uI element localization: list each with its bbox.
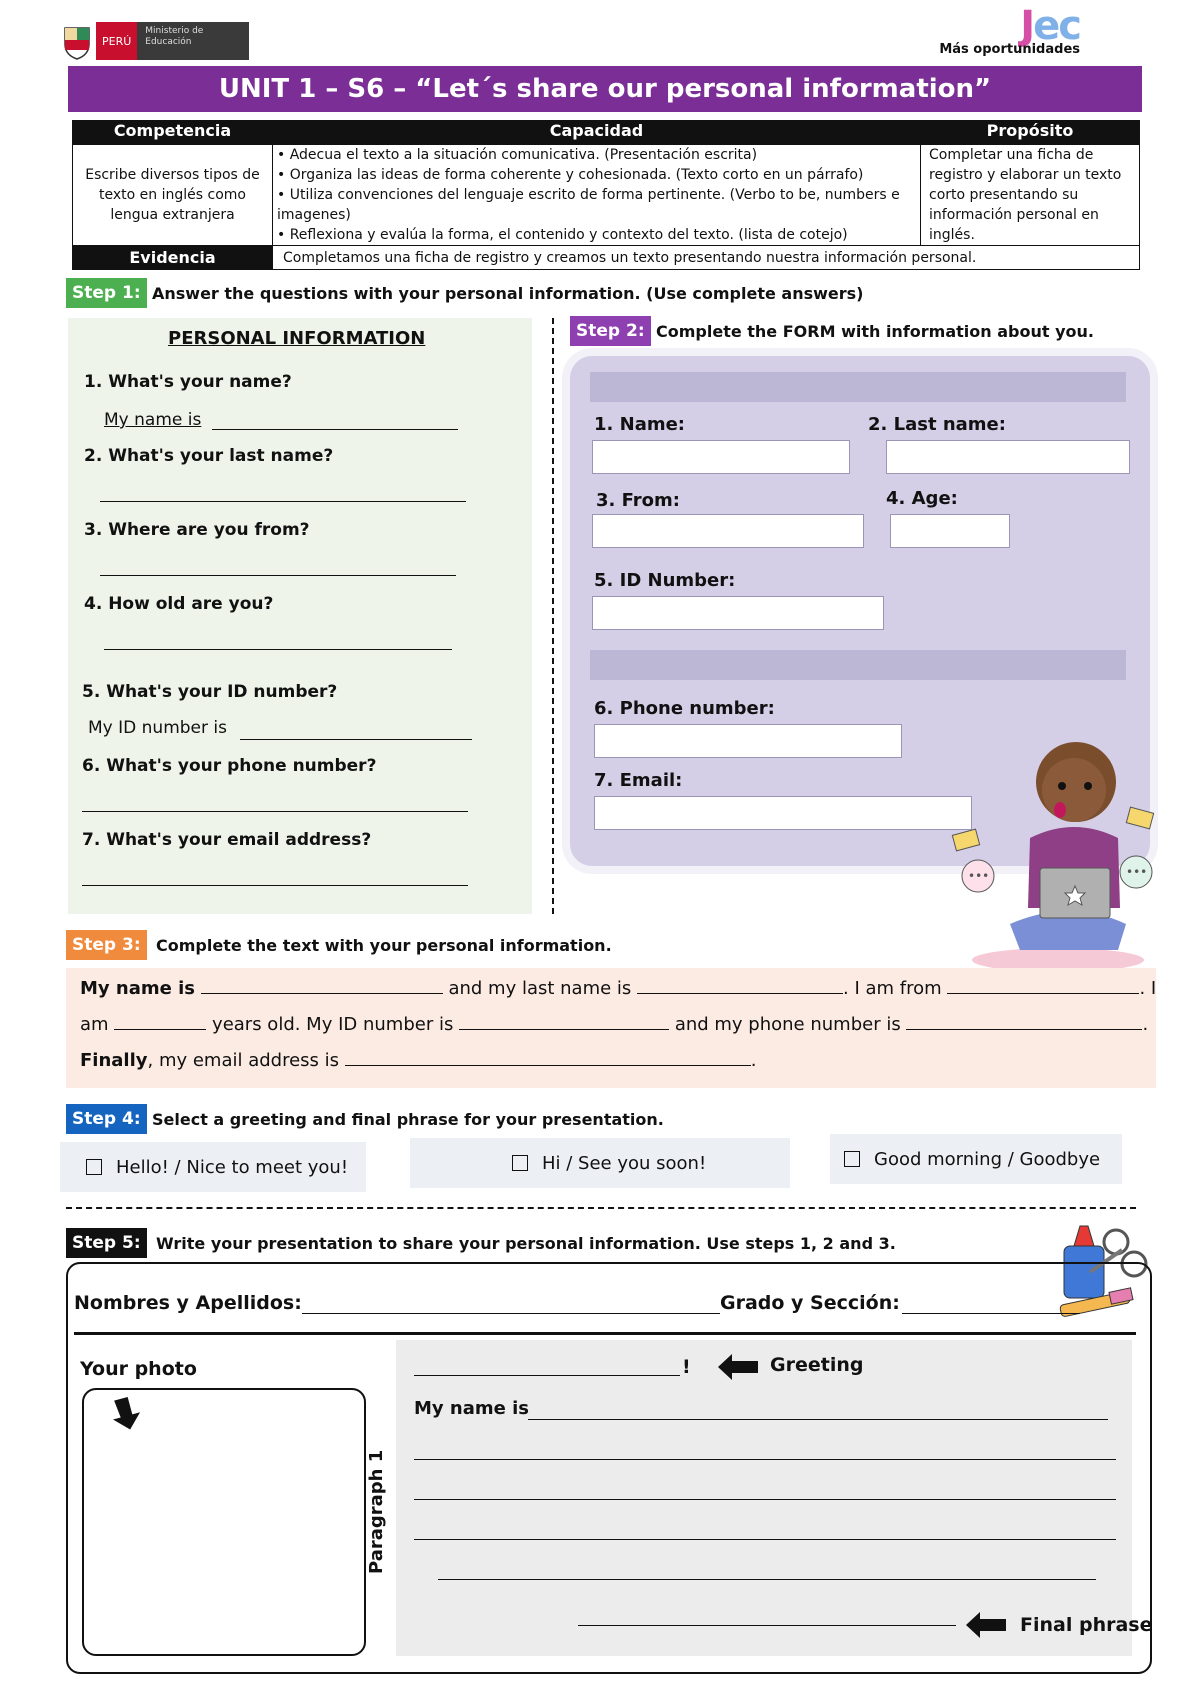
form-section-bar	[590, 650, 1126, 680]
greeting-option-2[interactable]	[410, 1138, 790, 1188]
paragraph-label: Paragraph 1	[366, 1449, 387, 1574]
step2-label: Step 2:	[570, 316, 651, 346]
input-age[interactable]	[890, 514, 1010, 548]
label-name: 1. Name:	[594, 414, 686, 435]
capacidad-item: • Utiliza convenciones del lenguaje escrito de forma pertinente. (Verbo to be, numbers e imagenes)	[277, 187, 900, 223]
question-name: 1. What's your name?	[84, 372, 292, 392]
prompt-name: My name is	[104, 410, 202, 430]
writing-line[interactable]	[414, 1498, 1116, 1500]
answer-line-email[interactable]	[82, 884, 468, 886]
child-laptop-illustration	[950, 728, 1160, 978]
blank-phone[interactable]	[906, 1014, 1142, 1030]
text-segment: . I	[1139, 978, 1157, 999]
writing-line[interactable]	[414, 1538, 1116, 1540]
question-email: 7. What's your email address?	[82, 830, 372, 850]
input-id-number[interactable]	[592, 596, 884, 630]
checkbox[interactable]	[844, 1151, 860, 1167]
section-divider	[552, 318, 554, 914]
label-last-name: 2. Last name:	[868, 414, 1006, 435]
peru-shield-icon	[62, 22, 92, 60]
step4-instruction: Select a greeting and final phrase for your presentation.	[152, 1110, 664, 1129]
option-label: Hi / See you soon!	[542, 1152, 707, 1174]
proposito-cell: Completar una ficha de registro y elaborar un texto corto presentando su información personal en inglés.	[921, 145, 1140, 246]
answer-line-name[interactable]	[212, 428, 458, 430]
option-label: Good morning / Goodbye	[874, 1148, 1101, 1170]
greeting-option-1[interactable]	[60, 1142, 366, 1192]
names-label: Nombres y Apellidos:	[74, 1292, 302, 1314]
exclamation: !	[682, 1356, 691, 1378]
form-header-bar	[590, 372, 1126, 402]
competency-table	[72, 120, 1140, 270]
jec-logo	[939, 3, 1080, 57]
question-from: 3. Where are you from?	[84, 520, 310, 540]
personal-info-title: PERSONAL INFORMATION	[168, 328, 426, 349]
writing-line[interactable]	[438, 1578, 1096, 1580]
text-segment: , my email address is	[147, 1050, 340, 1071]
text-segment: years old. My ID number is	[212, 1014, 454, 1035]
text-segment: Finally	[80, 1050, 148, 1071]
arrow-left-icon	[718, 1354, 758, 1380]
jec-brand: Jec	[1020, 3, 1080, 49]
blank-name[interactable]	[201, 978, 443, 994]
competencia-cell: Escribe diversos tipos de texto en inglés como lengua extranjera	[73, 145, 273, 246]
label-email: 7. Email:	[594, 770, 683, 791]
text-segment: am	[80, 1014, 109, 1035]
question-last-name: 2. What's your last name?	[84, 446, 334, 466]
text-segment: My name is	[80, 978, 195, 999]
question-id: 5. What's your ID number?	[82, 682, 338, 702]
blank-from[interactable]	[947, 978, 1139, 994]
header-competencia: Competencia	[73, 121, 273, 145]
step5-label: Step 5:	[66, 1228, 147, 1258]
step3-line-3	[80, 1050, 757, 1071]
step3-instruction: Complete the text with your personal information.	[156, 936, 612, 955]
checkbox[interactable]	[512, 1155, 528, 1171]
checkbox[interactable]	[86, 1159, 102, 1175]
final-phrase-label: Final phrase	[1020, 1614, 1153, 1636]
answer-line-last-name[interactable]	[100, 500, 466, 502]
photo-label: Your photo	[80, 1358, 197, 1380]
prompt-id: My ID number is	[88, 718, 227, 738]
header-rule	[74, 1332, 1136, 1335]
writing-line[interactable]	[528, 1418, 1108, 1420]
my-name-label: My name is	[414, 1398, 529, 1419]
greeting-line[interactable]	[414, 1374, 680, 1376]
svg-text:•••: •••	[968, 869, 990, 883]
input-last-name[interactable]	[886, 440, 1130, 474]
step3-label: Step 3:	[66, 930, 147, 960]
header-capacidad: Capacidad	[273, 121, 921, 145]
input-phone[interactable]	[594, 724, 902, 758]
label-id-number: 5. ID Number:	[594, 570, 736, 591]
input-email[interactable]	[594, 796, 972, 830]
capacidad-cell	[273, 145, 921, 246]
blank-email[interactable]	[345, 1050, 751, 1066]
writing-line[interactable]	[414, 1458, 1116, 1460]
peru-label: PERÚ	[96, 22, 137, 60]
capacidad-item: • Reflexiona y evalúa la forma, el contenido y contexto del texto. (lista de cotejo)	[277, 227, 848, 243]
section-divider	[66, 1207, 1136, 1209]
page-title: UNIT 1 – S6 – “Let´s share our personal information”	[68, 66, 1142, 112]
question-phone: 6. What's your phone number?	[82, 756, 377, 776]
names-line[interactable]	[302, 1312, 720, 1314]
evidencia-label: Evidencia	[73, 246, 273, 270]
answer-line-id[interactable]	[240, 738, 472, 740]
greeting-label: Greeting	[770, 1354, 864, 1376]
capacidad-item: • Organiza las ideas de forma coherente y cohesionada. (Texto corto en un párrafo)	[277, 167, 864, 183]
label-phone: 6. Phone number:	[594, 698, 775, 719]
text-segment: and my last name is	[448, 978, 632, 999]
jec-tagline: Más oportunidades	[939, 42, 1080, 57]
option-label: Hello! / Nice to meet you!	[116, 1156, 349, 1178]
input-name[interactable]	[592, 440, 850, 474]
text-segment: and my phone number is	[674, 1014, 901, 1035]
step5-instruction: Write your presentation to share your personal information. Use steps 1, 2 and 3.	[156, 1234, 896, 1253]
svg-text:•••: •••	[1126, 865, 1148, 879]
input-from[interactable]	[592, 514, 864, 548]
step4-label: Step 4:	[66, 1104, 147, 1134]
label-from: 3. From:	[596, 490, 680, 511]
arrow-left-icon	[966, 1612, 1006, 1638]
answer-line-phone[interactable]	[82, 810, 468, 812]
label-age: 4. Age:	[886, 488, 958, 509]
ministry-logo	[62, 22, 249, 60]
text-segment: .	[750, 1050, 757, 1071]
blank-age[interactable]	[114, 1014, 206, 1030]
step1-instruction: Answer the questions with your personal information. (Use complete answers)	[152, 284, 864, 303]
blank-id[interactable]	[459, 1014, 669, 1030]
grade-line[interactable]	[902, 1312, 1080, 1314]
step1-panel	[68, 318, 532, 914]
answer-line-from[interactable]	[100, 574, 456, 576]
step3-line-2	[80, 1014, 1148, 1035]
step2-instruction: Complete the FORM with information about you.	[656, 322, 1094, 341]
step3-line-1	[80, 978, 1156, 999]
evidencia-text: Completamos una ficha de registro y creamos un texto presentando nuestra información personal.	[273, 246, 1140, 270]
blank-last-name[interactable]	[637, 978, 843, 994]
header-proposito: Propósito	[921, 121, 1140, 145]
final-phrase-line[interactable]	[578, 1624, 956, 1626]
arrow-down-icon	[110, 1396, 146, 1432]
grade-label: Grado y Sección:	[720, 1292, 900, 1314]
ministry-label: Ministerio de Educación	[137, 22, 249, 60]
answer-line-age[interactable]	[104, 648, 452, 650]
text-segment: .	[1142, 1014, 1149, 1035]
text-segment: . I am from	[843, 978, 942, 999]
step1-label: Step 1:	[66, 278, 147, 308]
capacidad-item: • Adecua el texto a la situación comunicativa. (Presentación escrita)	[277, 147, 758, 163]
question-age: 4. How old are you?	[84, 594, 274, 614]
greeting-option-3[interactable]	[830, 1134, 1122, 1184]
